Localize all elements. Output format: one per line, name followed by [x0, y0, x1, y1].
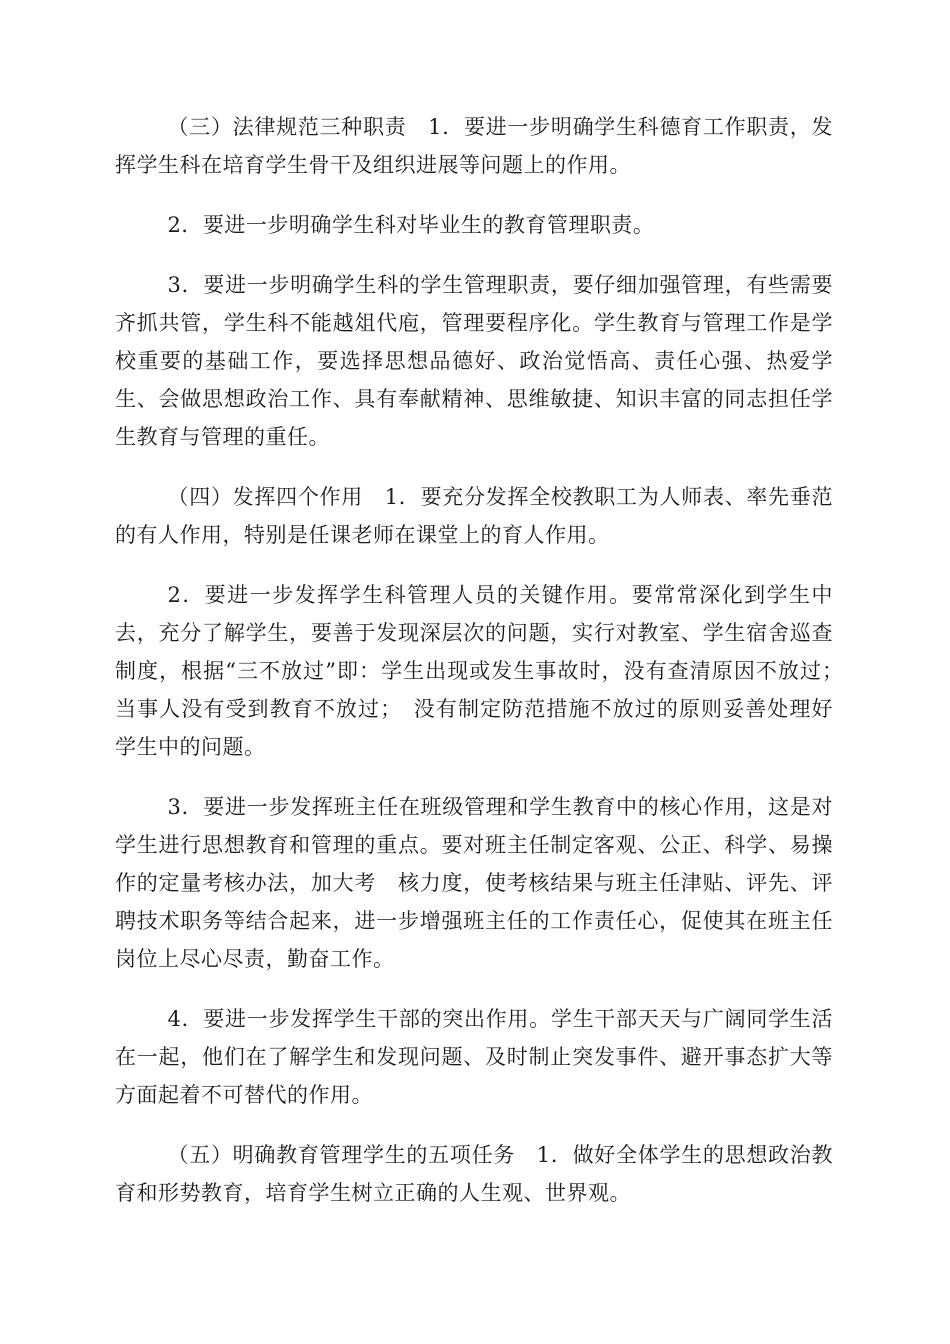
paragraph-roles-heading: （四）发挥四个作用 1．要充分发挥全校教职工为人师表、率先垂范的有人作用，特别是任课老师在课堂上的育人作用。 — [115, 485, 833, 547]
paragraph-head-teacher-role: 3．要进一步发挥班主任在班级管理和学生教育中的核心作用，这是对学生进行思想教育和管理的重点。要对班主任制定客观、公正、科学、易操作的定量考核办法，加大考 核力度，使考核结果与班主任津贴、评先、评聘技术职务等结合起来，进一步增强班主任的工作责任心，促使其在班主任岗位上尽心尽责，勤奋工作。 — [115, 795, 833, 971]
document-body — [115, 108, 855, 1234]
paragraph-management-duty: 3．要进一步明确学生科的学生管理职责，要仔细加强管理，有些需要齐抓共管，学生科不能越俎代庖，管理要程序化。学生教育与管理工作是学校重要的基础工作，要选择思想品德好、政治觉悟高、责任心强、热爱学生、会做思想政治工作、具有奉献精神、思维敏捷、知识丰富的同志担任学生教育与管理的重任。 — [115, 273, 833, 449]
paragraph-staff-role: 2．要进一步发挥学生科管理人员的关键作用。要常常深化到学生中去，充分了解学生，要善于发现深层次的问题，实行对教室、学生宿舍巡查制度，根据“三不放过”即：学生出现或发生事故时，没有查清原因不放过； 当事人没有受到教育不放过； 没有制定防范措施不放过的原则妥善处理好学生中的问题。 — [115, 583, 855, 759]
paragraph-duties-heading: （三）法律规范三种职责 1．要进一步明确学生科德育工作职责，发挥学生科在培育学生骨干及组织进展等问题上的作用。 — [115, 115, 833, 177]
paragraph-tasks-heading: （五）明确教育管理学生的五项任务 1．做好全体学生的思想政治教育和形势教育，培育学生树立正确的人生观、世界观。 — [115, 1143, 833, 1205]
paragraph-student-cadre-role: 4．要进一步发挥学生干部的突出作用。学生干部天天与广阔同学生活在一起，他们在了解学生和发现问题、及时制止突发事件、避开事态扩大等方面起着不可替代的作用。 — [115, 1007, 833, 1107]
paragraph-graduate-duty: 2．要进一步明确学生科对毕业生的教育管理职责。 — [167, 213, 655, 237]
